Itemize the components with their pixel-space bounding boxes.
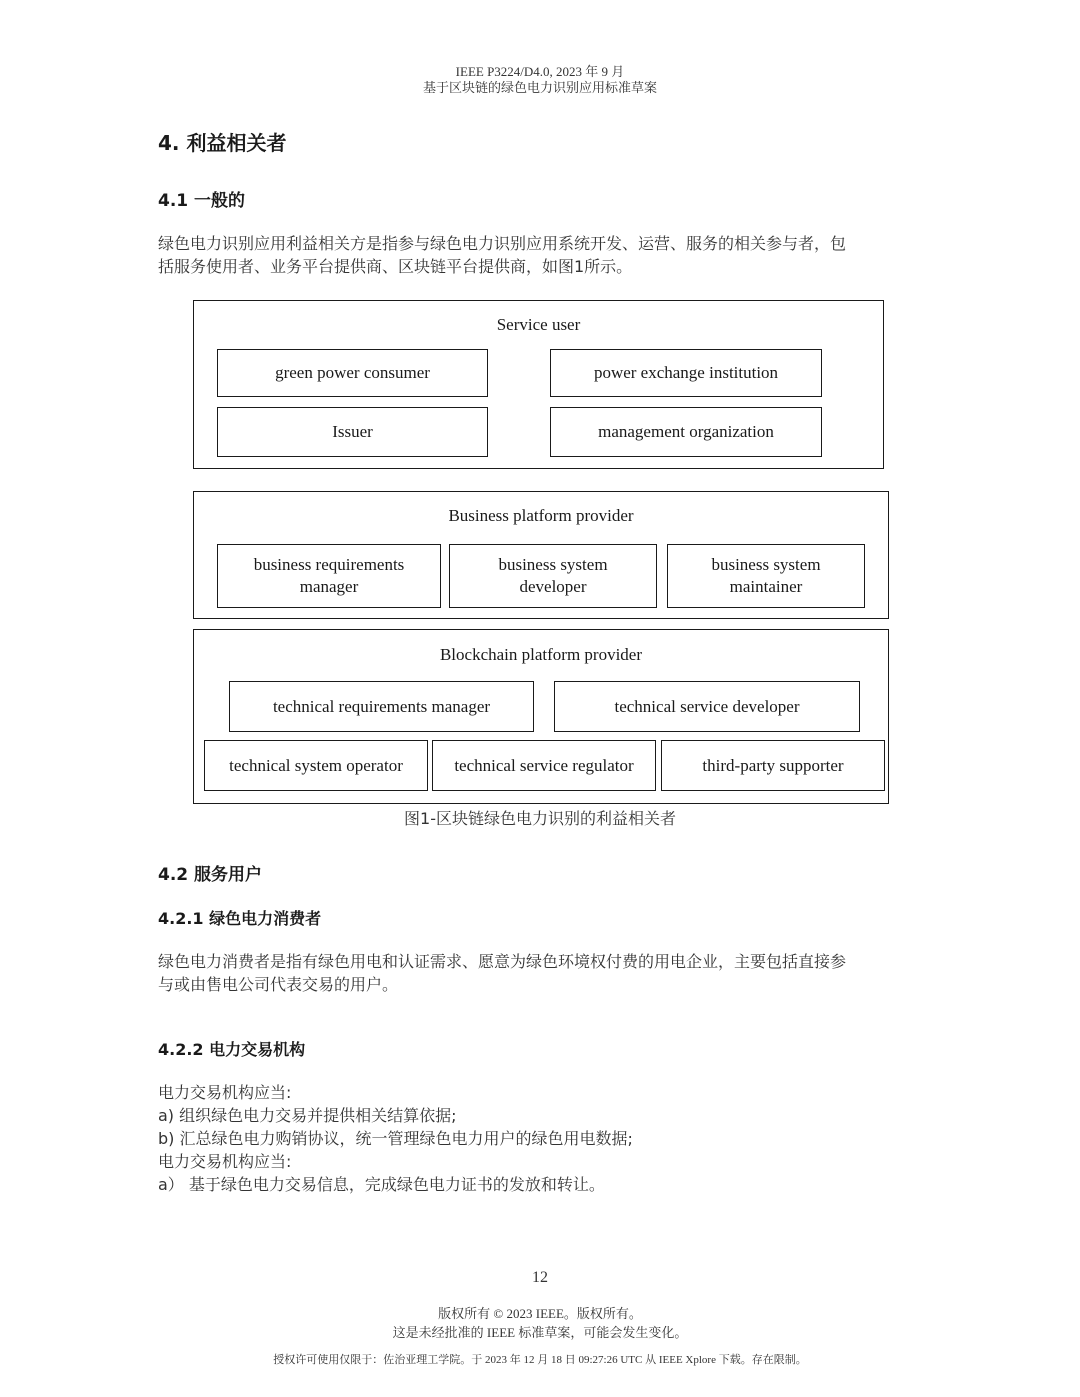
stakeholder-box (449, 544, 657, 608)
subsubsection-title: 4.2.1 绿色电力消费者 (158, 909, 322, 928)
paragraph-line: 与或由售电公司代表交易的用户。 (158, 975, 399, 994)
box-line: maintainer (729, 577, 803, 596)
header-doc-id: IEEE P3224/D4.0, 2023 年 9 月 (455, 64, 625, 79)
box-line: business system (711, 555, 821, 574)
paragraph-line: 绿色电力消费者是指有绿色用电和认证需求、愿意为绿色环境权付费的用电企业，主要包括直接参 (158, 952, 847, 971)
list-item: 电力交易机构应当: (158, 1083, 292, 1102)
group-title: Blockchain platform provider (439, 645, 643, 664)
subsubsection-title: 4.2.2 电力交易机构 (158, 1040, 306, 1059)
group-title: Business platform provider (448, 506, 634, 525)
paragraph-general (158, 232, 846, 278)
stakeholder-box (217, 544, 441, 608)
group-title: Service user (496, 315, 581, 334)
paragraph-exchange (158, 1081, 633, 1196)
stakeholder-box: green power consumer (217, 349, 488, 397)
section-title: 4. 利益相关者 (158, 131, 287, 155)
paragraph-line: 括服务使用者、业务平台提供商、区块链平台提供商，如图1所示。 (158, 257, 633, 276)
business-platform-group (193, 491, 889, 619)
paragraph-consumer (158, 950, 846, 996)
blockchain-platform-group (193, 629, 889, 804)
box-line: manager (299, 577, 359, 596)
paragraph-line: 绿色电力识别应用利益相关方是指参与绿色电力识别应用系统开发、运营、服务的相关参与者，包 (158, 234, 847, 253)
page-number: 12 (532, 1269, 548, 1286)
subsection-title: 4.1 一般的 (158, 191, 246, 211)
box-line: business requirements (253, 555, 405, 574)
stakeholder-box: technical requirements manager (229, 681, 534, 732)
stakeholder-box: Issuer (217, 407, 488, 457)
stakeholder-box: third-party supporter (661, 740, 885, 791)
stakeholder-box: technical system operator (204, 740, 428, 791)
copyright-notice: 版权所有 © 2023 IEEE。版权所有。 (438, 1306, 642, 1321)
stakeholder-box: technical service developer (554, 681, 860, 732)
header-doc-title: 基于区块链的绿色电力识别应用标准草案 (422, 80, 657, 95)
list-item: b) 汇总绿色电力购销协议，统一管理绿色电力用户的绿色用电数据; (158, 1129, 633, 1148)
box-line: business system (498, 555, 608, 574)
subsection-title: 4.2 服务用户 (158, 865, 263, 885)
stakeholder-box: technical service regulator (432, 740, 656, 791)
list-item: a） 基于绿色电力交易信息，完成绿色电力证书的发放和转让。 (158, 1175, 605, 1194)
stakeholder-box: power exchange institution (550, 349, 822, 397)
draft-notice: 这是未经批准的 IEEE 标准草案，可能会发生变化。 (392, 1325, 688, 1340)
list-item: 电力交易机构应当: (158, 1152, 292, 1171)
stakeholder-box (667, 544, 865, 608)
box-line: developer (519, 577, 587, 596)
list-item: a) 组织绿色电力交易并提供相关结算依据; (158, 1106, 457, 1125)
service-user-group (193, 300, 884, 469)
figure-caption: 图1-区块链绿色电力识别的利益相关者 (404, 809, 676, 828)
stakeholder-box: management organization (550, 407, 822, 457)
license-notice: 授权许可使用仅限于：佐治亚理工学院。于 2023 年 12 月 18 日 09:27:26 UTC 从 IEEE Xplore 下载。存在限制。 (273, 1354, 807, 1366)
